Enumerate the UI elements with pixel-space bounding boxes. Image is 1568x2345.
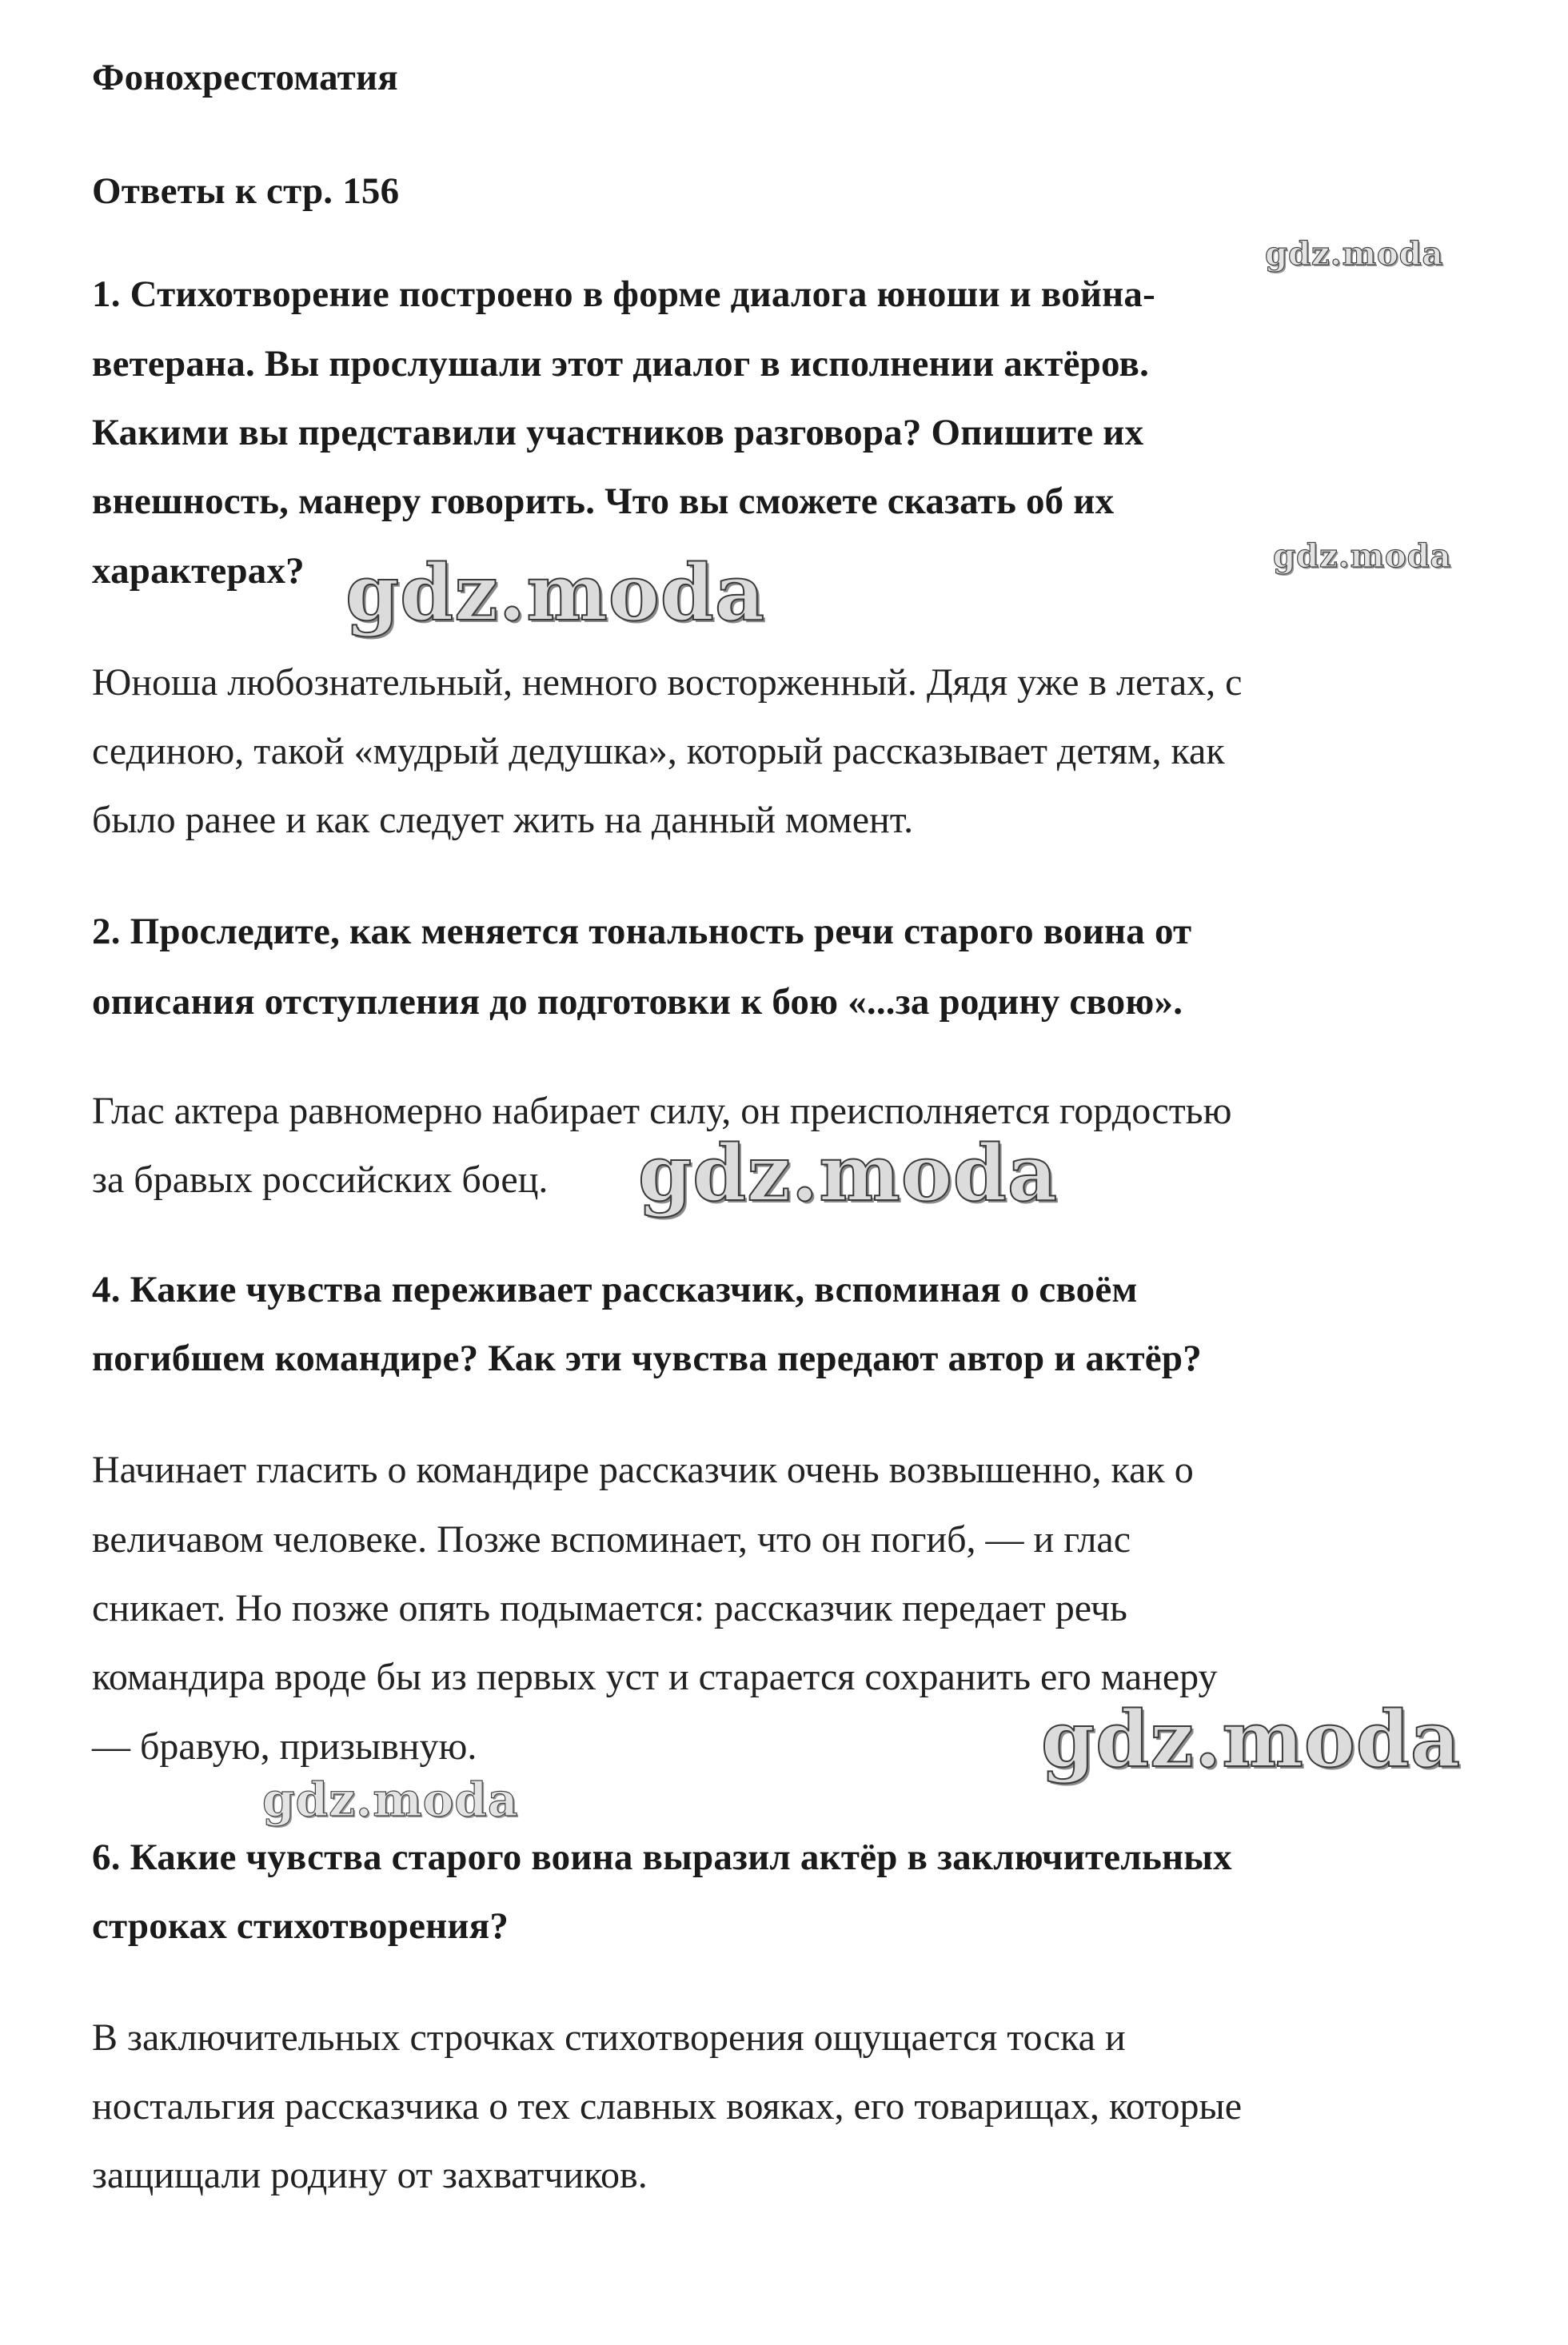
answer-2-line: Глас актера равномерно набирает силу, он преисполняется гордостью [92,1090,1232,1132]
answer-1-line: сединою, такой «мудрый дедушка», который рассказывает детям, как [92,730,1225,772]
question-6-line: строках стихотворения? [92,1905,509,1947]
answer-6-line: защищали родину от захватчиков. [92,2154,648,2196]
question-1-line: характерах? [92,550,305,592]
answer-4-line: командира вроде бы из первых уст и старается сохранить его манеру [92,1656,1218,1698]
question-1-line: внешность, манеру говорить. Что вы сможете сказать об их [92,481,1115,522]
question-6-line: 6. Какие чувства старого воина выразил актёр в заключительных [92,1837,1232,1878]
answer-1-line: Юноша любознательный, немного восторженный. Дядя уже в летах, с [92,661,1243,704]
watermark-logo: gdz.moda [1273,537,1452,575]
answer-2-line: за бравых российских боец. [92,1159,549,1201]
watermark-logo: gdz.moda [638,1128,1059,1218]
question-2-line: описания отступления до подготовки к бою «...за родину свою». [92,981,1183,1023]
watermark-logo: gdz.moda [345,548,766,638]
question-4-line: 4. Какие чувства переживает рассказчик, вспоминая о своём [92,1269,1138,1310]
question-2-line: 2. Проследите, как меняется тональность речи старого воина от [92,911,1192,952]
answer-6-line: В заключительных строчках стихотворения ощущается тоска и [92,2016,1126,2059]
page-title: Фонохрестоматия [92,57,398,98]
watermark-logo: gdz.moda [1041,1694,1462,1785]
question-4-line: погибшем командире? Как эти чувства передают автор и актёр? [92,1338,1202,1379]
answer-1-line: было ранее и как следует жить на данный момент. [92,799,914,841]
question-1-line: 1. Стихотворение построено в форме диалога юноши и война- [92,273,1155,315]
watermark-logo: gdz.moda [1265,235,1444,273]
answer-4-line: сникает. Но позже опять подымается: рассказчик передает речь [92,1587,1127,1629]
watermark-logo: gdz.moda [262,1773,519,1827]
question-1-line: Какими вы представили участников разговора? Опишите их [92,412,1144,453]
answer-4-line: Начинает гласить о командире рассказчик очень возвышенно, как о [92,1449,1194,1491]
answer-6-line: ностальгия рассказчика о тех славных вояках, его товарищах, которые [92,2085,1243,2128]
answer-4-line: величавом человеке. Позже вспоминает, что он погиб, — и глас [92,1518,1131,1561]
page-subtitle: Ответы к стр. 156 [92,170,400,212]
answer-4-line: — бравую, призывную. [92,1725,477,1768]
question-1-line: ветерана. Вы прослушали этот диалог в исполнении актёров. [92,343,1150,385]
